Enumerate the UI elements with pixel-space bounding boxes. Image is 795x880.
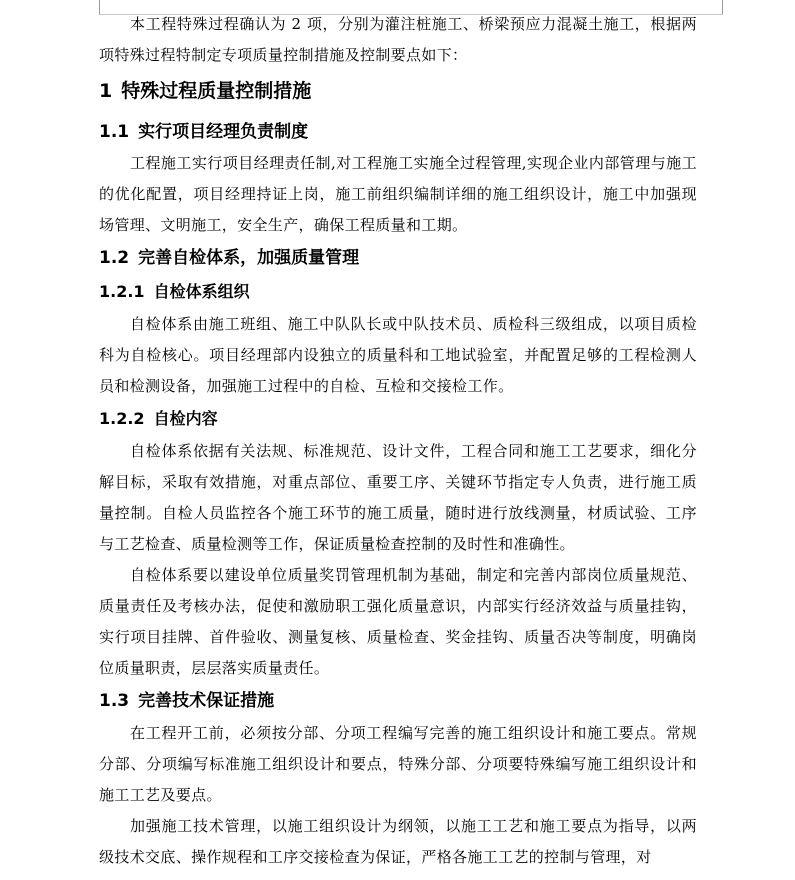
heading-1-2-1-number: 1.2.1 xyxy=(99,282,145,301)
paragraph-1-2-2-a: 自检体系依据有关法规、标准规范、设计文件，工程合同和施工工艺要求，细化分解目标，采取有效措施，对重点部位、重要工序、关键环节指定专人负责，进行施工质量控制。自检人员监控各个施工环节的施工质量，随时进行放线测量，材质试验、工序与工艺检查、质量检测等工作，保证质量检查控制的及时性和准确性。 xyxy=(99,442,697,553)
heading-1-2-1 xyxy=(99,275,697,309)
document-body xyxy=(99,9,697,873)
paragraph-1-2-1: 自检体系由施工班组、施工中队队长或中队技术员、质检科三级组成，以项目质检科为自检核心。项目经理部内设独立的质量科和工地试验室，并配置足够的工程检测人员和检测设备，加强施工过程中的自检、互检和交接检工作。 xyxy=(99,315,697,395)
heading-1 xyxy=(99,71,697,112)
heading-1-3-title: 完善技术保证措施 xyxy=(138,691,275,711)
heading-1-2-number: 1.2 xyxy=(99,248,130,268)
paragraph-1-3-b: 加强施工技术管理，以施工组织设计为纲领，以施工工艺和施工要点为指导，以两级技术交底、操作规程和工序交接检查为保证，严格各施工工艺的控制与管理，对 xyxy=(99,817,697,866)
heading-1-2-1-title: 自检体系组织 xyxy=(153,282,250,301)
heading-1-1-title: 实行项目经理负责制度 xyxy=(138,122,309,142)
intro-paragraph: 本工程特殊过程确认为 2 项，分别为灌注桩施工、桥梁预应力混凝土施工，根据两项特殊过程特制定专项质量控制措施及控制要点如下： xyxy=(99,15,697,64)
heading-1-1 xyxy=(99,112,697,148)
heading-1-2 xyxy=(99,241,697,275)
heading-1-3-number: 1.3 xyxy=(99,691,130,711)
heading-1-title: 特殊过程质量控制措施 xyxy=(121,80,312,102)
paragraph-1-2-2-b: 自检体系要以建设单位质量奖罚管理机制为基础，制定和完善内部岗位质量规范、质量责任及考核办法，促使和激励职工强化质量意识，内部实行经济效益与质量挂钩，实行项目挂牌、首件验收、测量复核、质量检查、奖金挂钩、质量否决等制度，明确岗位质量职责，层层落实质量责任。 xyxy=(99,566,697,677)
heading-1-1-number: 1.1 xyxy=(99,122,130,142)
heading-1-3 xyxy=(99,684,697,718)
heading-1-2-2-title: 自检内容 xyxy=(153,409,218,428)
crop-mark-right xyxy=(722,0,723,14)
heading-1-2-2-number: 1.2.2 xyxy=(99,409,145,428)
heading-1-2-2 xyxy=(99,402,697,436)
paragraph-1-1: 工程施工实行项目经理责任制,对工程施工实施全过程管理,实现企业内部管理与施工的优化配置，项目经理持证上岗，施工前组织编制详细的施工组织设计，施工中加强现场管理、文明施工，安全生产，确保工程质量和工期。 xyxy=(99,154,697,234)
heading-1-2-title: 完善自检体系，加强质量管理 xyxy=(138,248,360,268)
paragraph-1-3-a: 在工程开工前，必须按分部、分项工程编写完善的施工组织设计和施工要点。常规分部、分项编写标准施工组织设计和要点，特殊分部、分项要特殊编写施工组织设计和施工工艺及要点。 xyxy=(99,724,697,804)
heading-1-number: 1 xyxy=(99,80,113,102)
